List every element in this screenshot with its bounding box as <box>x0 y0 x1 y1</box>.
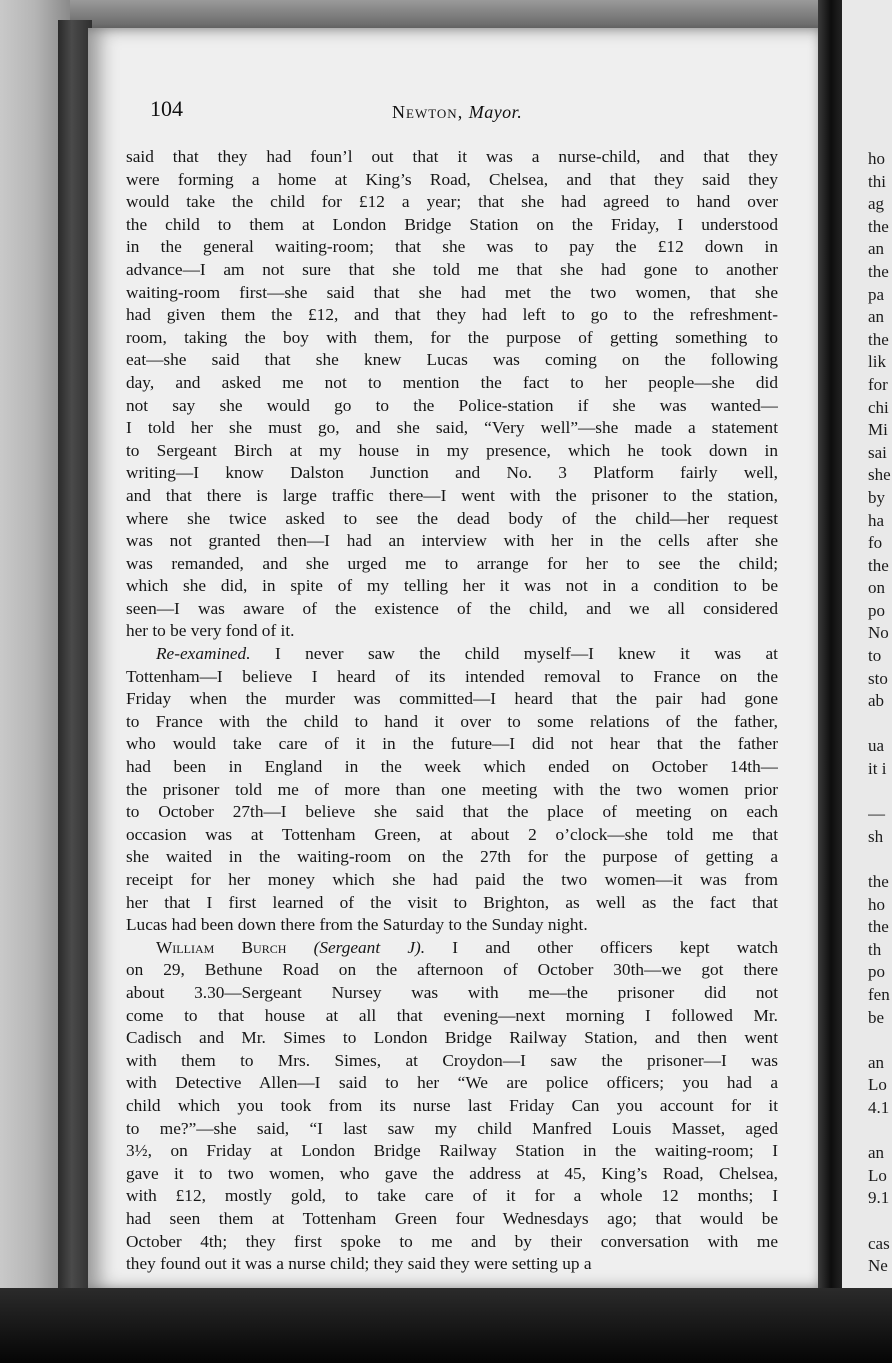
text-line: and that there is large traffic there—I went with the prisoner to the station, <box>126 485 778 505</box>
facing-page-fragment: an <box>868 307 885 327</box>
facing-page-fragment: on <box>868 578 885 598</box>
text-line: where she twice asked to see the dead body of the child—her request <box>126 508 778 528</box>
text-line: had been in England in the week which ended on October 14th— <box>126 757 778 777</box>
facing-page-fragment <box>868 848 892 871</box>
text-line: with Detective Allen—I said to her “We are police officers; you had a <box>126 1073 778 1093</box>
text-line: with them to Mrs. Simes, at Croydon—I saw the prisoner—I was <box>126 1050 778 1070</box>
facing-page-fragment: ua <box>868 736 885 756</box>
facing-page-fragment: lik <box>868 352 886 372</box>
facing-page-fragment: Mi <box>868 420 888 440</box>
facing-page-fragment: be <box>868 1007 885 1027</box>
facing-page-fragment <box>868 1029 892 1052</box>
page-number: 104 <box>150 96 183 121</box>
text-line: were forming a home at King’s Road, Chelsea, and that they said they <box>126 169 778 189</box>
text-line: with £12, mostly gold, to take care of it for a whole 12 months; I <box>126 1186 778 1206</box>
facing-page-fragment: fo <box>868 533 883 553</box>
text-line: Cadisch and Mr. Simes to London Bridge Railway Station, and then went <box>126 1028 778 1048</box>
facing-page-fragment: ag <box>868 194 885 214</box>
facing-page-fragment <box>868 781 892 804</box>
facing-page-fragment: Lo <box>868 1075 887 1095</box>
text-line: was not granted then—I had an interview with her in the cells after she <box>126 531 778 551</box>
book-gutter <box>818 0 844 1363</box>
text-line: they found out it was a nurse child; they said they were setting up a <box>126 1254 592 1274</box>
text-line: child which you took from its nurse last Friday Can you account for it <box>126 1095 778 1115</box>
text-line: on 29, Bethune Road on the afternoon of October 30th—we got there <box>126 960 778 980</box>
text-line: room, taking the boy with them, for the purpose of getting something to <box>126 327 778 347</box>
text-line: the child to them at London Bridge Station on the Friday, I understood <box>126 214 778 234</box>
text-line: her to be very fond of it. <box>126 621 295 641</box>
text-line: which she did, in spite of my telling her it was not in a condition to be <box>126 576 778 596</box>
facing-page-fragment: the <box>868 329 889 349</box>
facing-page-fragment: the <box>868 917 889 937</box>
facing-page-fragment: Lo <box>868 1165 887 1185</box>
facing-page-fragment: she <box>868 465 891 485</box>
text-line: about 3.30—Sergeant Nursey was with me—the prisoner did not <box>126 982 778 1002</box>
reexamination-paragraph <box>126 643 778 937</box>
text-line: she waited in the waiting-room on the 27th for the purpose of getting a <box>126 847 778 867</box>
text-line: gave it to two women, who gave the address at 45, King’s Road, Chelsea, <box>126 1163 778 1183</box>
text-line: her that I first learned of the visit to Brighton, as well as the fact that <box>126 892 778 912</box>
text-line: to October 27th—I believe she said that the place of meeting on each <box>126 802 778 822</box>
facing-page-fragment: the <box>868 872 889 891</box>
witness-paragraph <box>126 937 778 1276</box>
text-line: in the general waiting-room; that she was to pay the £12 down in <box>126 237 778 257</box>
facing-page-fragment: 9.1 <box>868 1188 890 1208</box>
text-line: waiting-room first—she said that she had met the two women, that she <box>126 282 778 302</box>
facing-page-fragment: pa <box>868 284 885 304</box>
facing-page-fragment: th <box>868 939 882 959</box>
witness-first-line: I and other officers kept watch <box>452 937 778 957</box>
text-line: I told her she must go, and she said, “Very well”—she made a statement <box>126 418 778 438</box>
text-line <box>126 643 778 666</box>
facing-page-fragment: it i <box>868 759 887 779</box>
page-body-text <box>126 146 778 1276</box>
reexamined-label: Re-examined. <box>156 644 251 664</box>
text-line: who would take care of it in the future—I did not hear that the father <box>126 734 778 754</box>
text-line: said that they had foun’l out that it was a nurse-child, and that they <box>126 147 778 166</box>
text-line: to Sergeant Birch at my house in my presence, which he took down in <box>126 440 778 460</box>
facing-page-fragment: Ne <box>868 1256 888 1276</box>
facing-page-fragment: sh <box>868 826 884 846</box>
text-line: seen—I was aware of the existence of the child, and we all considered <box>126 598 778 618</box>
facing-page-fragment <box>868 1210 892 1233</box>
facing-page-fragment: an <box>868 1143 885 1163</box>
facing-page-fragment: the <box>868 555 889 575</box>
facing-page-fragment: chi <box>868 397 889 417</box>
text-line: come to that house at all that evening—next morning I followed Mr. <box>126 1005 778 1025</box>
text-line: not say she would go to the Police-station if she was wanted— <box>126 395 778 415</box>
facing-page-fragment: an <box>868 1052 885 1072</box>
text-line: the prisoner told me of more than one meeting with the two women prior <box>126 779 778 799</box>
text-line: receipt for her money which she had paid the two women—it was from <box>126 870 778 889</box>
text-line: was remanded, and she urged me to arrange for her to see the child; <box>126 553 778 573</box>
text-line: to France with the child to hand it over to some relations of the father, <box>126 711 778 731</box>
text-line: advance—I am not sure that she told me that she had gone to another <box>126 259 778 279</box>
facing-page-fragment <box>868 713 892 736</box>
text-line: had seen them at Tottenham Green four Wednesdays ago; that would be <box>126 1208 778 1228</box>
facing-page-fragment: ha <box>868 510 885 530</box>
text-line: would take the child for £12 a year; that she had agreed to hand over <box>126 192 778 212</box>
testimony-paragraph <box>126 146 778 643</box>
text-line: Friday when the murder was committed—I heard that the pair had gone <box>126 689 778 709</box>
text-line: Lucas had been down there from the Saturday to the Sunday night. <box>126 915 588 935</box>
running-head-title: Mayor. <box>468 102 523 122</box>
text-line: occasion was at Tottenham Green, at about 2 o’clock—she told me that <box>126 824 778 844</box>
facing-page-fragment: po <box>868 962 885 982</box>
facing-page-fragment: cas <box>868 1233 890 1253</box>
facing-page-fragment: to <box>868 646 882 666</box>
text-line: October 4th; they first spoke to me and by their conversation with me <box>126 1231 778 1251</box>
text-line: had given them the £12, and that they had left to go to the refreshment- <box>126 305 778 325</box>
facing-page-fragment: thi <box>868 171 886 191</box>
facing-page-fragment: ho <box>868 149 885 168</box>
text-line: day, and asked me not to mention the fact to her people—she did <box>126 372 778 392</box>
witness-title: (Sergeant J). <box>313 937 426 957</box>
text-line <box>126 937 778 960</box>
facing-page-fragment: 4.1 <box>868 1097 890 1117</box>
scan-bottom-edge <box>0 1288 892 1363</box>
facing-page-fragment: the <box>868 261 889 281</box>
facing-page-fragment: fen <box>868 984 890 1004</box>
left-book-binding <box>58 20 92 1310</box>
text-line: to me?”—she said, “I last saw my child Manfred Louis Masset, aged <box>126 1118 778 1138</box>
facing-page-fragment: for <box>868 374 888 394</box>
text-line: writing—I know Dalston Junction and No. 3 Platform fairly well, <box>126 463 778 483</box>
running-head-name: Newton, <box>392 102 464 122</box>
facing-page-fragment: an <box>868 239 885 259</box>
facing-page-text-fragments <box>868 148 892 1278</box>
facing-page-fragment: po <box>868 600 885 620</box>
text-line: Tottenham—I believe I heard of its intended removal to France on the <box>126 666 778 686</box>
facing-page-fragment <box>868 1120 892 1143</box>
reexam-first-line: I never saw the child myself—I knew it was at <box>274 644 778 664</box>
facing-page-fragment: the <box>868 216 889 236</box>
facing-page-fragment: ab <box>868 691 885 711</box>
facing-page-fragment: sto <box>868 668 888 688</box>
facing-page-fragment: — <box>868 804 885 824</box>
facing-page-fragment: sai <box>868 442 887 462</box>
facing-page-fragment: by <box>868 487 885 507</box>
text-line: eat—she said that she knew Lucas was coming on the following <box>126 350 778 370</box>
text-line: 3½, on Friday at London Bridge Railway Station in the waiting-room; I <box>126 1141 778 1161</box>
running-head <box>392 102 522 123</box>
facing-page-fragment: No <box>868 623 889 643</box>
facing-page-fragment: ho <box>868 894 885 914</box>
witness-name: William Burch <box>156 937 287 957</box>
